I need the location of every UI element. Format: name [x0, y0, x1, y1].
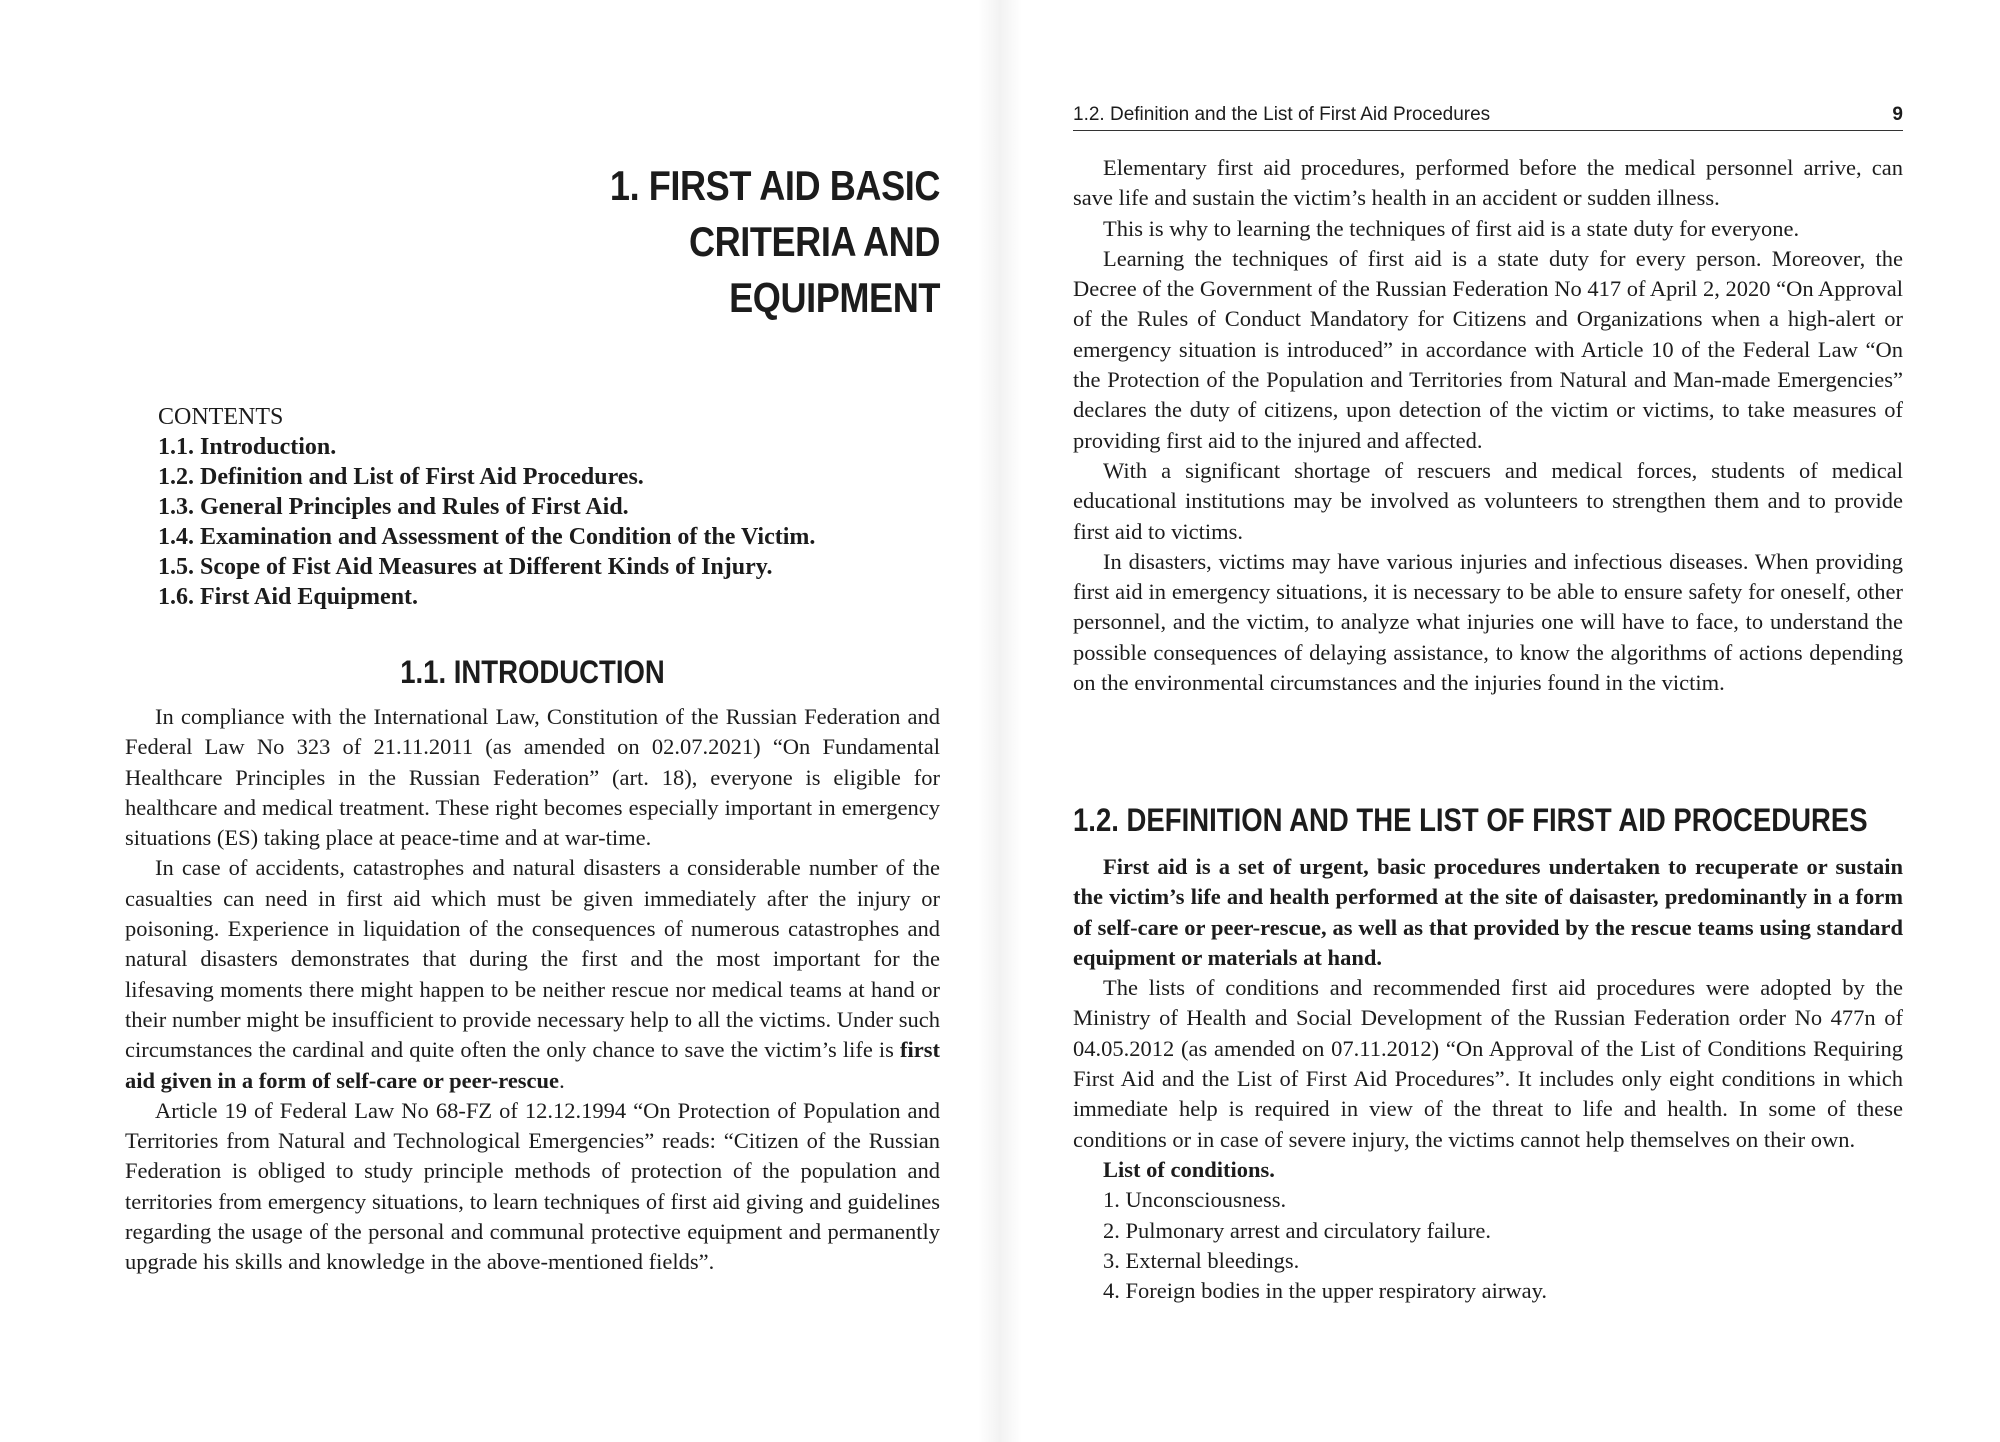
introduction-heading: 1.1. INTRODUCTION — [400, 654, 665, 690]
first-aid-definition: First aid is a set of urgent, basic procedures undertaken to recuperate or sustain the victim’s life and health performed at the site of daisaster, predominantly in a form of self-care or peer-rescue, as well as that provided by the rescue teams using standard equipment or materials at hand. — [1073, 854, 1903, 970]
condition-item-3: 3. External bleedings. — [1103, 1247, 1300, 1273]
page-number: 9 — [1892, 104, 1903, 125]
running-head-title: 1.2. Definition and the List of First Aid Procedures — [1073, 104, 1491, 125]
intro-paragraph-1: In compliance with the International Law, Constitution of the Russian Federation and Federal Law No 323 of 21.11.2011 (as amended on 02.07.2021) “On Fundamental Healthcare Principles in the Russian Federation” (art. 18), everyone is eligible for healthcare and medical treatment. These right becomes especially important in emergency situations (ES) taking place at peace-time and at war-time. — [125, 704, 940, 851]
toc-item-1-5: 1.5. Scope of Fist Aid Measures at Different Kinds of Injury. — [158, 554, 773, 580]
intro-paragraph-3: Article 19 of Federal Law No 68-FZ of 12.12.1994 “On Protection of Population and Territories from Natural and Technological Emergencies” reads: “Citizen of the Russian Federation is obliged to study principle methods of protection of the population and territories from emergency situations, to learn techniques of first aid giving and guidelines regarding the usage of the personal and communal protective equipment and permanently upgrade his skills and knowledge in the above-mentioned fields”. — [125, 1097, 940, 1275]
toc-item-1-3: 1.3. General Principles and Rules of First Aid. — [158, 494, 629, 520]
running-head — [1073, 100, 1903, 131]
definition-section-heading: 1.2. DEFINITION AND THE LIST OF FIRST AID PROCEDURES — [1073, 802, 1868, 838]
condition-item-1: 1. Unconsciousness. — [1103, 1187, 1287, 1213]
lists-paragraph: The lists of conditions and recommended first aid procedures were adopted by the Ministry of Health and Social Development of the Russian Federation order No 477n of 04.05.2012 (as amended on 07.11.2012) “On Approval of the List of Conditions Requiring First Aid and the List of First Aid Procedures”. It includes only eight conditions in which immediate help is required in view of the threat to life and health. In some of these conditions or in case of severe injury, the victims cannot help themselves on their own. — [1073, 975, 1903, 1152]
right-paragraph-4: With a significant shortage of rescuers and medical forces, students of medical educational institutions may be involved as volunteers to strengthen them and to provide first aid to victims. — [1073, 457, 1903, 544]
toc-item-1-4: 1.4. Examination and Assessment of the Condition of the Victim. — [158, 524, 816, 550]
right-body-bottom — [1073, 852, 1903, 1306]
chapter-title — [493, 158, 940, 326]
toc-item-1-2: 1.2. Definition and List of First Aid Procedures. — [158, 464, 644, 490]
chapter-title-line-2: CRITERIA AND EQUIPMENT — [688, 218, 940, 321]
conditions-list-title: List of conditions. — [1103, 1156, 1275, 1182]
introduction-body — [125, 702, 940, 1278]
table-of-contents — [158, 402, 918, 612]
intro-paragraph-2-end: . — [559, 1067, 565, 1093]
condition-item-4: 4. Foreign bodies in the upper respiratory airway. — [1103, 1278, 1548, 1304]
right-paragraph-2: This is why to learning the techniques of first aid is a state duty for everyone. — [1103, 215, 1800, 241]
intro-paragraph-2-text: In case of accidents, catastrophes and natural disasters a considerable number of the casualties can need in first aid which must be given immediately after the injury or poisoning. Experience in liquidation of the consequences of numerous catastrophes and natural disasters demonstrates that during the first and the most important for the lifesaving moments there might happen to be neither rescue nor medical teams at hand or their number might be insufficient to provide necessary help to all the victims. Under such circumstances the cardinal and quite often the only chance to save the victim’s life is — [125, 855, 940, 1063]
right-paragraph-5: In disasters, victims may have various injuries and infectious diseases. When providing first aid in emergency situations, it is necessary to be able to ensure safety for oneself, other personnel, and the victim, to analyze what injuries one will have to face, to understand the possible consequences of delaying assistance, to know the algorithms of actions depending on the environmental circumstances and the injuries found in the victim. — [1073, 548, 1903, 696]
intro-paragraph-2 — [125, 853, 940, 1095]
toc-item-1-6: 1.6. First Aid Equipment. — [158, 584, 419, 610]
toc-item-1-1: 1.1. Introduction. — [158, 434, 337, 460]
contents-heading: CONTENTS — [158, 404, 284, 430]
right-paragraph-1: Elementary first aid procedures, performed before the medical personnel arrive, can save life and sustain the victim’s health in an accident or sudden illness. — [1073, 155, 1903, 211]
intro-paragraph-2-emphasis: first aid given in a form of self-care or peer-rescue — [125, 1037, 940, 1093]
right-page — [1000, 0, 2000, 1442]
chapter-title-line-1: 1. FIRST AID BASIC — [609, 162, 940, 209]
right-body-top — [1073, 153, 1903, 698]
right-paragraph-3: Learning the techniques of first aid is a state duty for every person. Moreover, the Decree of the Government of the Russian Federation No 417 of April 2, 2020 “On Approval of the Rules of Conduct Mandatory for Citizens and Organizations when a high-alert or emergency situation is introduced” in accordance with Article 10 of the Federal Law “On the Protection of the Population and Territories from Natural and Man-made Emergencies” declares the duty of citizens, upon detection of the victim or victims, to take measures of providing first aid to the injured and affected. — [1073, 245, 1903, 453]
condition-item-2: 2. Pulmonary arrest and circulatory failure. — [1103, 1217, 1491, 1243]
